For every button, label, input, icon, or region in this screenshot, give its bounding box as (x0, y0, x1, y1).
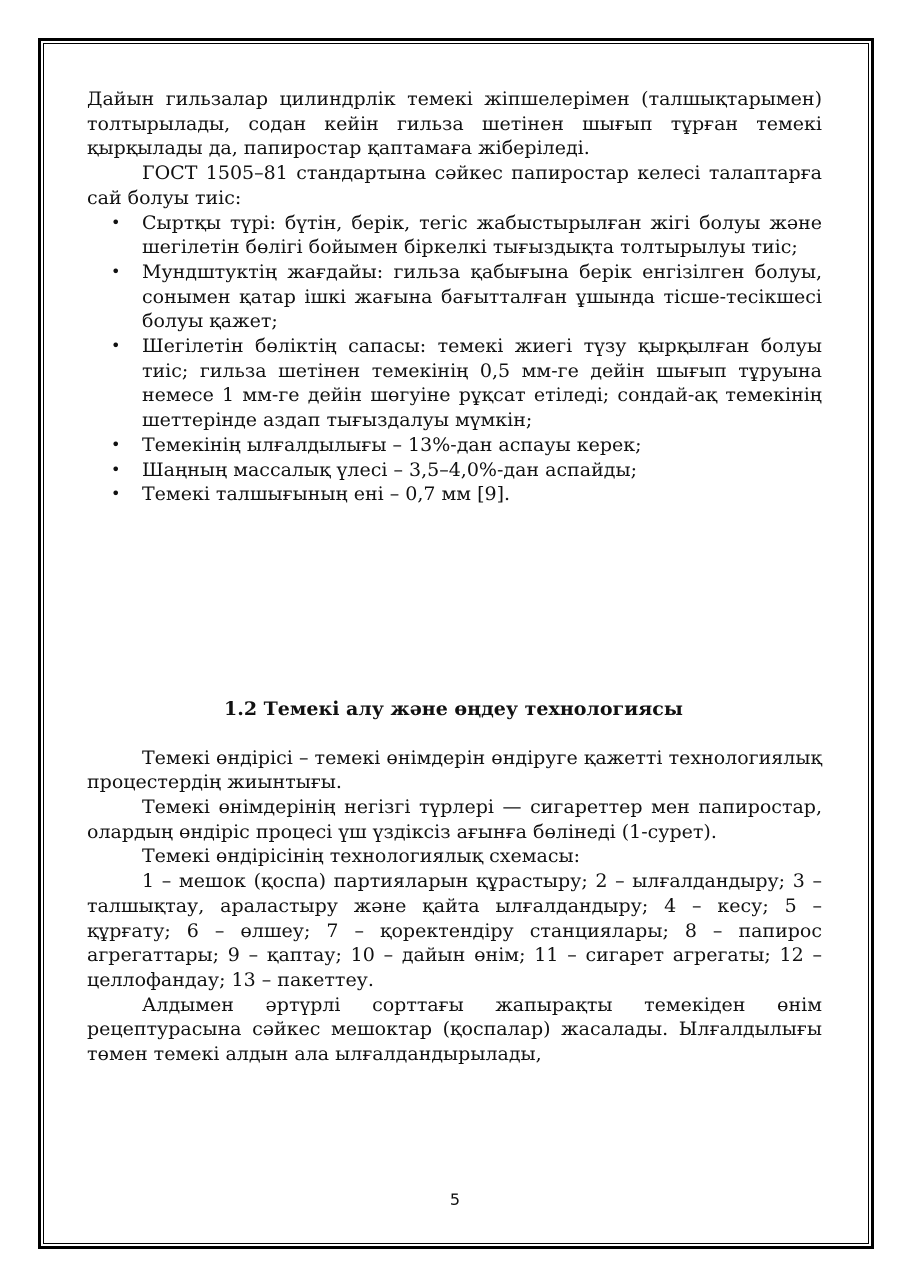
section-heading: 1.2 Темекі алу және өңдеу технологиясы (224, 697, 683, 720)
list-item-text: Темекінің ылғалдылығы – 13%-дан аспауы керек; (142, 433, 642, 456)
paragraph: Темекі өндірісі – темекі өнімдерін өндіруге қажетті технологиялық процестердің жиынтығы. (87, 746, 822, 794)
list-item (87, 458, 822, 483)
bullet-icon: • (111, 459, 121, 479)
list-item-text: Темекі талшығының ені – 0,7 мм [9]. (142, 483, 511, 506)
bullet-icon: • (111, 261, 121, 281)
list-item-text: Сыртқы түрі: бүтін, берік, тегіс жабыстырылған жігі болуы және шегілетін бөлігі бойымен біркелкі тығыздықта толтырылуы тиіс; (142, 211, 822, 259)
list-item-text: Шаңның массалық үлесі – 3,5–4,0%-дан аспайды; (142, 458, 637, 481)
requirements-list (87, 211, 822, 507)
list-item-text: Мундштуктің жағдайы: гильза қабығына берік енгізілген болуы, сонымен қатар ішкі жағына бағытталған ұшында тісше-тесікшесі болуы қажет; (142, 260, 822, 333)
paragraph: 1 – мешок (қоспа) партияларын құрастыру; 2 – ылғалдандыру; 3 – талшықтау, араластыру және қайта ылғалдандыру; 4 – кесу; 5 – құрғату; 6 – өлшеу; 7 – қоректендіру станциялары; 8 – папирос агрегаттары; 9 – қаптау; 10 – дайын өнім; 11 – сигарет агрегаты; 12 – целлофандау; 13 – пакеттеу. (87, 870, 822, 991)
bullet-icon: • (111, 434, 121, 454)
blank-space (87, 507, 822, 697)
bullet-icon: • (111, 336, 121, 356)
list-item (87, 482, 822, 507)
list-item (87, 260, 822, 334)
paragraph: ГОСТ 1505–81 стандартына сәйкес папиростар келесі талаптарға сай болуы тиіс: (87, 162, 822, 209)
list-item (87, 433, 822, 458)
bullet-icon: • (111, 212, 121, 232)
list-item (87, 211, 822, 260)
paragraph: Темекі өнімдерінің негізгі түрлері — сигареттер мен папиростар, олардың өндіріс процесі үш үздіксіз ағынға бөлінеді (1-сурет). (87, 796, 822, 843)
list-item-text: Шегілетін бөліктің сапасы: темекі жиегі түзу қырқылған болуы тиіс; гильза шетінен темекінің 0,5 мм-ге дейін шығып тұруына немесе 1 мм-ге дейін шөгуіне рұқсат етіледі; сондай-ақ темекінің шеттерінде аздап тығыздалуы мүмкін; (142, 335, 822, 432)
paragraph: Дайын гильзалар цилиндрлік темекі жіпшелерімен (талшықтарымен) толтырылады, содан кейін гильза шетінен шығып тұрған темекі қырқылады да, папиростар қаптамаға жіберіледі. (87, 88, 822, 160)
paragraph: Темекі өндірісінің технологиялық схемасы: (142, 845, 581, 868)
page-content (87, 87, 822, 1067)
list-item (87, 334, 822, 433)
page-number: 5 (449, 1190, 461, 1209)
bullet-icon: • (111, 484, 121, 504)
blank-space (87, 722, 822, 746)
paragraph: Алдымен әртүрлі сорттағы жапырақты темекіден өнім рецептурасына сәйкес мешоктар (қоспалар) жасалады. Ылғалдылығы төмен темекі алдын ала ылғалдандырылады, (87, 993, 822, 1066)
